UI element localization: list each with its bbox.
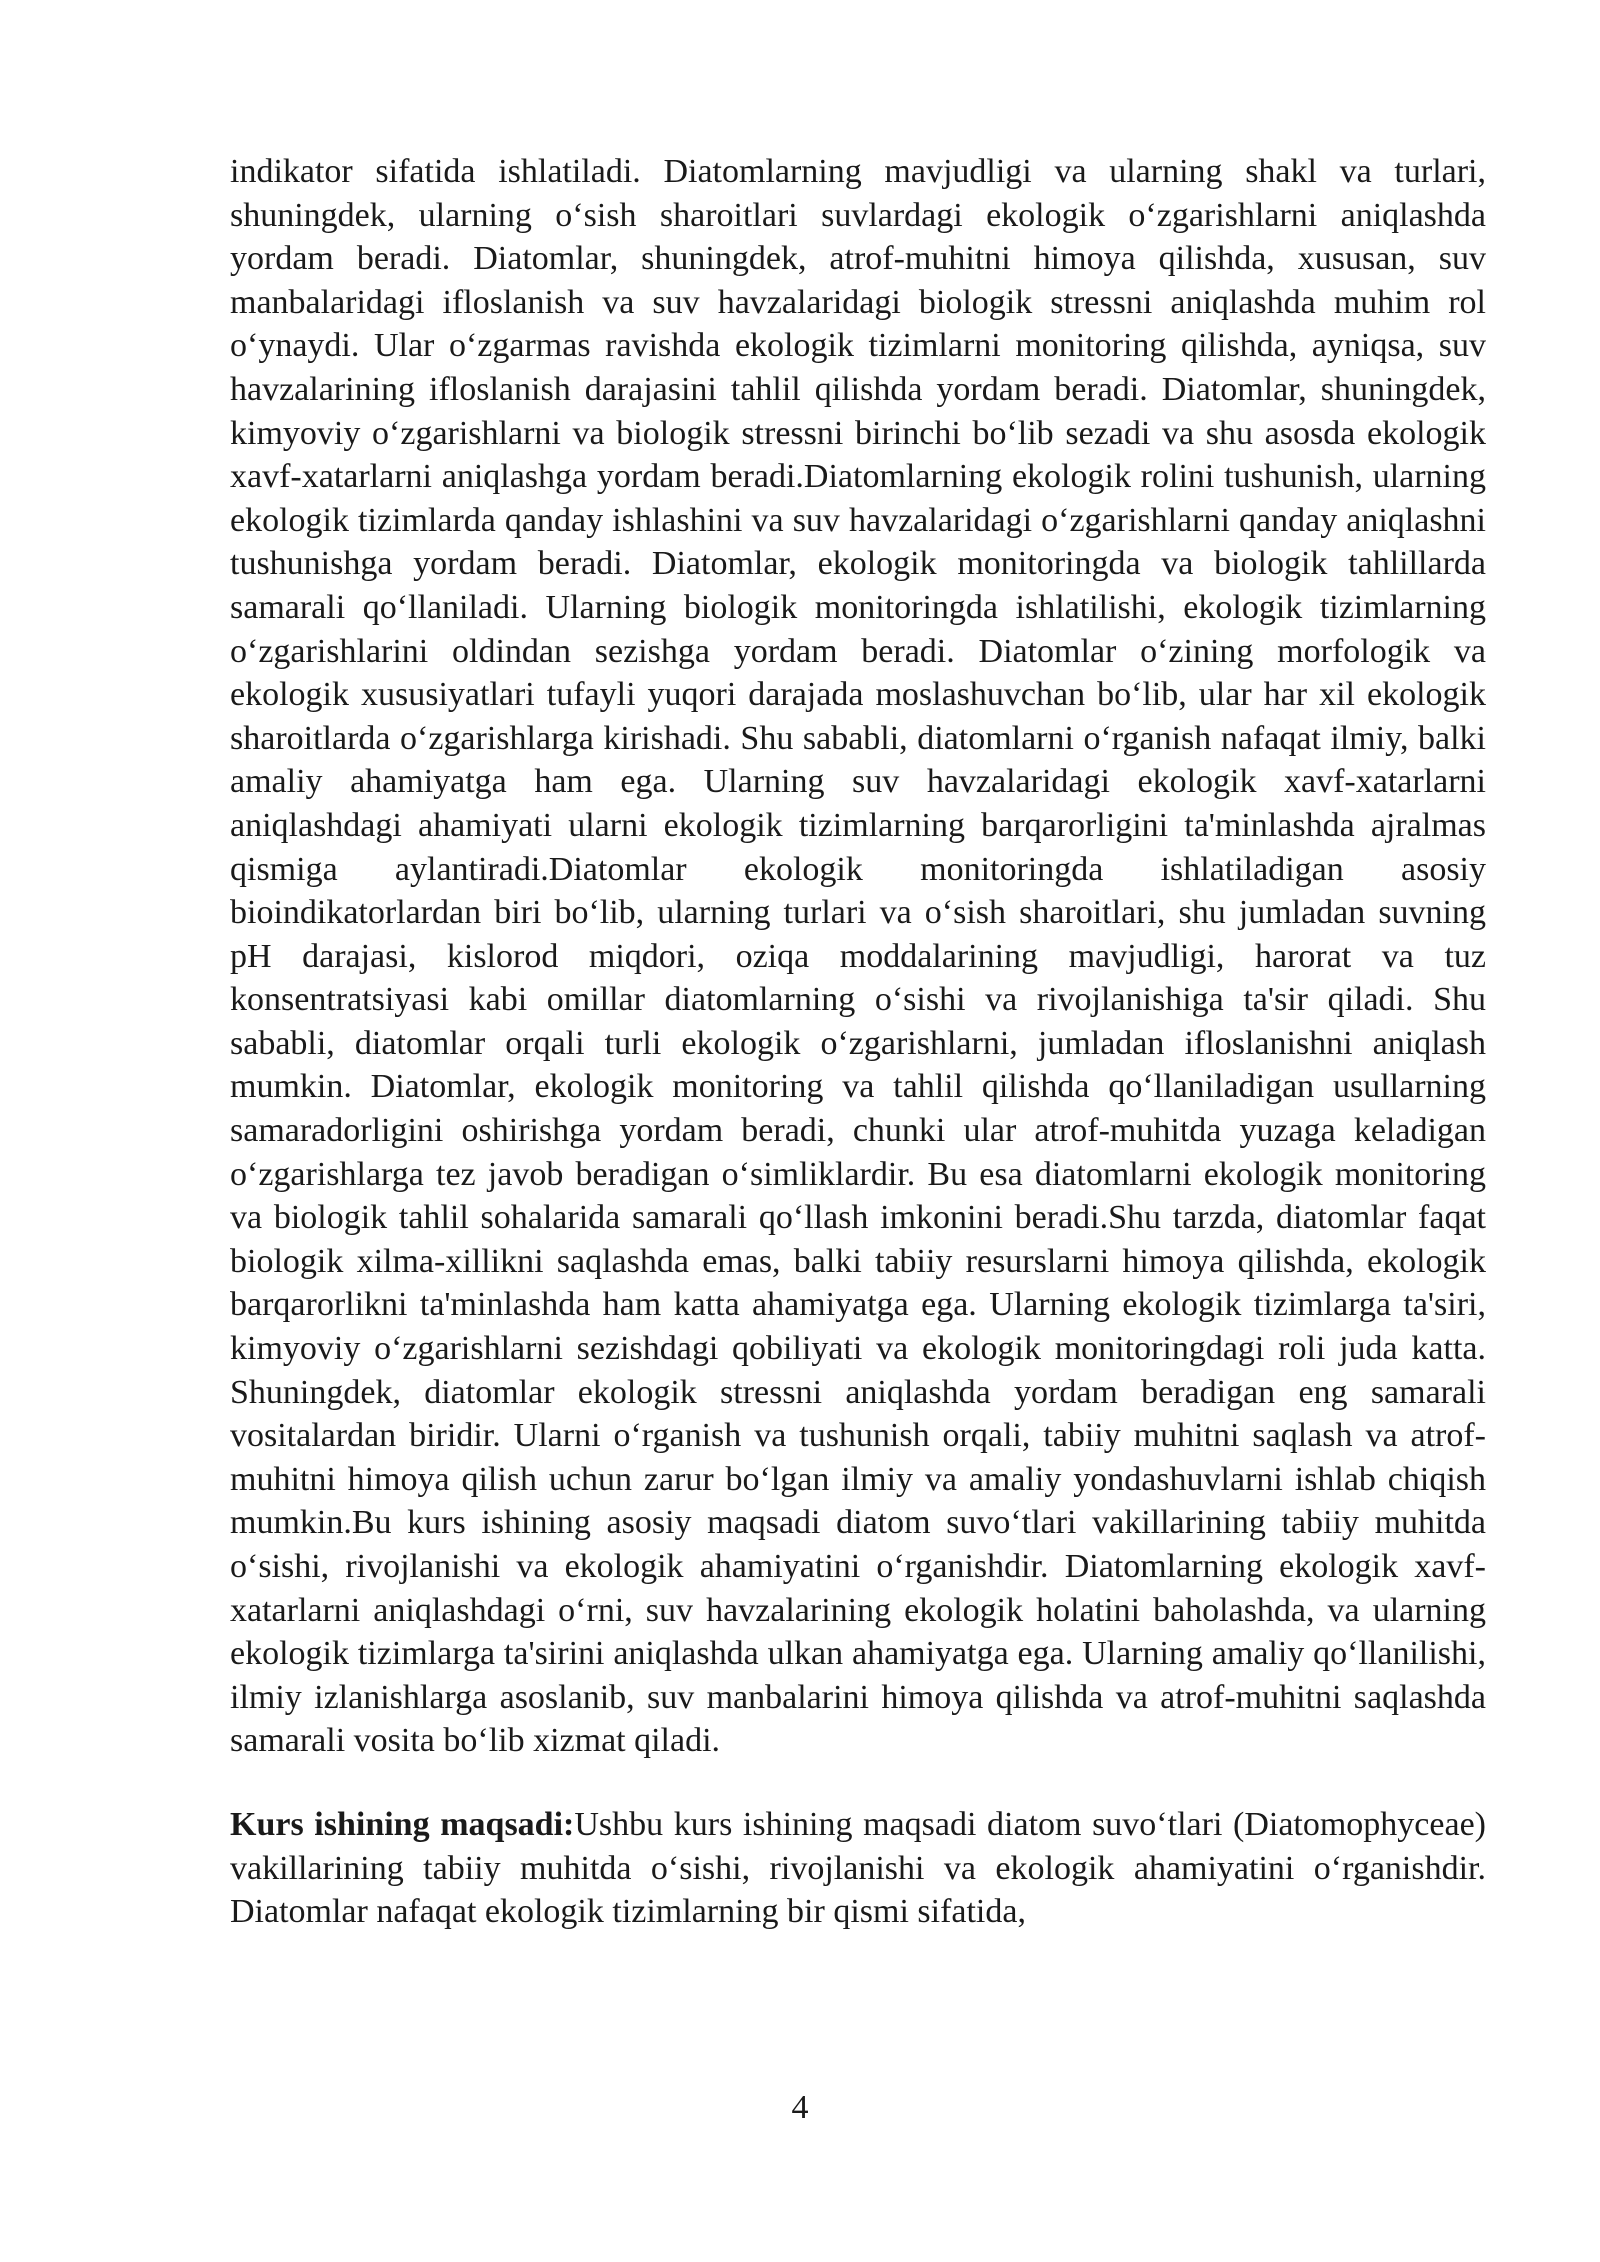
page-body [230,150,1486,1934]
objective-heading: Kurs ishining maqsadi: [230,1805,575,1843]
page-number: 4 [791,2089,809,2126]
objective-paragraph [230,1803,1486,1934]
body-paragraph: indikator sifatida ishlatiladi. Diatomlarning mavjudligi va ularning shakl va turlari, shuningdek, ularning o‘sish sharoitlari suvlardagi ekologik o‘zgarishlarni aniqlashda yordam beradi. Diatomlar, shuningdek, atrof-muhitni himoya qilishda, xususan, suv manbalaridagi ifloslanish va suv havzalaridagi biologik stressni aniqlashda muhim rol o‘ynaydi. Ular o‘zgarmas ravishda ekologik tizimlarni monitoring qilishda, ayniqsa, suv havzalarining ifloslanish darajasini tahlil qilishda yordam beradi. Diatomlar, shuningdek, kimyoviy o‘zgarishlarni va biologik stressni birinchi bo‘lib sezadi va shu asosda ekologik xavf-xatarlarni aniqlashga yordam beradi.Diatomlarning ekologik rolini tushunish, ularning ekologik tizimlarda qanday ishlashini va suv havzalaridagi o‘zgarishlarni qanday aniqlashni tushunishga yordam beradi. Diatomlar, ekologik monitoringda va biologik tahlillarda samarali qo‘llaniladi. Ularning biologik monitoringda ishlatilishi, ekologik tizimlarning o‘zgarishlarini oldindan sezishga yordam beradi. Diatomlar o‘zining morfologik va ekologik xususiyatlari tufayli yuqori darajada moslashuvchan bo‘lib, ular har xil ekologik sharoitlarda o‘zgarishlarga kirishadi. Shu sababli, diatomlarni o‘rganish nafaqat ilmiy, balki amaliy ahamiyatga ham ega. Ularning suv havzalaridagi ekologik xavf-xatarlarni aniqlashdagi ahamiyati ularni ekologik tizimlarning barqarorligini ta'minlashda ajralmas qismiga aylantiradi.Diatomlar ekologik monitoringda ishlatiladigan asosiy bioindikatorlardan biri bo‘lib, ularning turlari va o‘sish sharoitlari, shu jumladan suvning pH darajasi, kislorod miqdori, oziqa moddalarining mavjudligi, harorat va tuz konsentratsiyasi kabi omillar diatomlarning o‘sishi va rivojlanishiga ta'sir qiladi. Shu sababli, diatomlar orqali turli ekologik o‘zgarishlarni, jumladan ifloslanishni aniqlash mumkin. Diatomlar, ekologik monitoring va tahlil qilishda qo‘llaniladigan usullarning samaradorligini oshirishga yordam beradi, chunki ular atrof-muhitda yuzaga keladigan o‘zgarishlarga tez javob beradigan o‘simliklardir. Bu esa diatomlarni ekologik monitoring va biologik tahlil sohalarida samarali qo‘llash imkonini beradi.Shu tarzda, diatomlar faqat biologik xilma-xillikni saqlashda emas, balki tabiiy resurslarni himoya qilishda, ekologik barqarorlikni ta'minlashda ham katta ahamiyatga ega. Ularning ekologik tizimlarga ta'siri, kimyoviy o‘zgarishlarni sezishdagi qobiliyati va ekologik monitoringdagi roli juda katta. Shuningdek, diatomlar ekologik stressni aniqlashda yordam beradigan eng samarali vositalardan biridir. Ularni o‘rganish va tushunish orqali, tabiiy muhitni saqlash va atrof-muhitni himoya qilish uchun zarur bo‘lgan ilmiy va amaliy yondashuvlarni ishlab chiqish mumkin.Bu kurs ishining asosiy maqsadi diatom suvo‘tlari vakillarining tabiiy muhitda o‘sishi, rivojlanishi va ekologik ahamiyatini o‘rganishdir. Diatomlarning ekologik xavf-xatarlarni aniqlashdagi o‘rni, suv havzalarining ekologik holatini baholashda, va ularning ekologik tizimlarga ta'sirini aniqlashda ulkan ahamiyatga ega. Ularning amaliy qo‘llanilishi, ilmiy izlanishlarga asoslanib, suv manbalarini himoya qilishda va atrof-muhitni saqlashda samarali vosita bo‘lib xizmat qiladi. [230,153,1486,1760]
objective-text: Ushbu kurs ishining maqsadi diatom suvo‘tlari (Diatomophyceae) vakillarining tabiiy muhitda o‘sishi, rivojlanishi va ekologik ahamiyatini o‘rganishdir. Diatomlar nafaqat ekologik tizimlarning bir qismi sifatida, [230,1805,1486,1931]
